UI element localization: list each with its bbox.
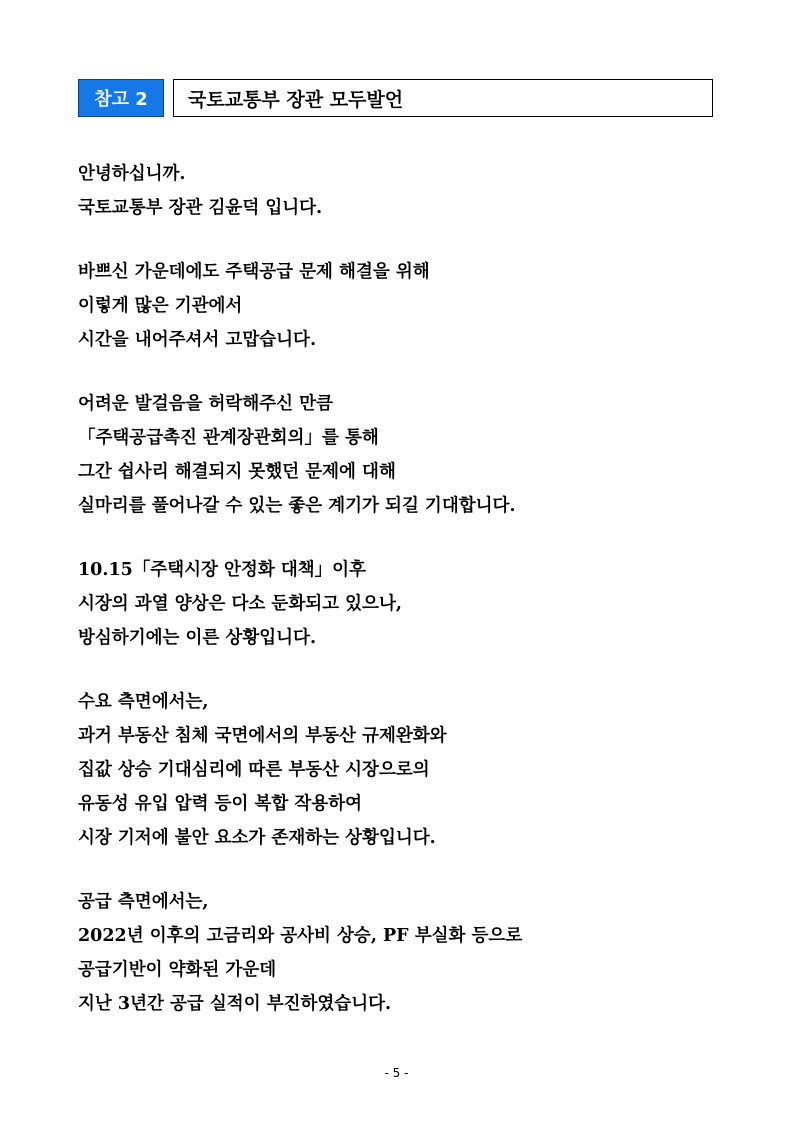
text-line: 지난 3년간 공급 실적이 부진하였습니다. (78, 994, 392, 1014)
section-title: 국토교통부 장관 모두발언 (173, 79, 713, 117)
text-line: 그간 쉽사리 해결되지 못했던 문제에 대해 (78, 462, 396, 482)
text-line: 시장의 과열 양상은 다소 둔화되고 있으나, (78, 594, 402, 614)
text-line: 어려운 발걸음을 허락해주신 만큼 (78, 394, 333, 414)
text-line: 국토교통부 장관 김윤덕 입니다. (78, 198, 323, 218)
paragraph (78, 255, 718, 357)
page-number: - 5 - (384, 1066, 409, 1080)
text-line: 이렇게 많은 기관에서 (78, 296, 243, 316)
text-line: 수요 측면에서는, (78, 692, 209, 712)
paragraph (78, 553, 718, 655)
text-line: 공급기반이 약화된 가운데 (78, 960, 277, 980)
paragraph (78, 685, 718, 855)
section-header (78, 79, 713, 117)
text-line: 방심하기에는 이른 상황입니다. (78, 628, 317, 648)
paragraph (78, 157, 718, 225)
text-line: 시장 기저에 불안 요소가 존재하는 상황입니다. (78, 828, 436, 848)
text-line: 실마리를 풀어나갈 수 있는 좋은 계기가 되길 기대합니다. (78, 496, 516, 516)
text-line: 집값 상승 기대심리에 따른 부동산 시장으로의 (78, 760, 430, 780)
paragraph (78, 885, 718, 1021)
paragraph (78, 387, 718, 523)
text-line: 유동성 유입 압력 등이 복합 작용하여 (78, 794, 363, 814)
text-line: 공급 측면에서는, (78, 892, 209, 912)
speech-body (78, 157, 718, 1051)
text-line: 2022년 이후의 고금리와 공사비 상승, PF 부실화 등으로 (78, 926, 523, 946)
text-line: 바쁘신 가운데에도 주택공급 문제 해결을 위해 (78, 262, 430, 282)
text-line: 「주택공급촉진 관계장관회의」를 통해 (78, 428, 379, 448)
text-line: 과거 부동산 침체 국면에서의 부동산 규제완화와 (78, 726, 447, 746)
text-line: 10.15「주택시장 안정화 대책」이후 (78, 560, 366, 580)
reference-badge: 참고 2 (78, 79, 164, 117)
text-line: 시간을 내어주셔서 고맙습니다. (78, 330, 317, 350)
text-line: 안녕하십니까. (78, 164, 186, 184)
